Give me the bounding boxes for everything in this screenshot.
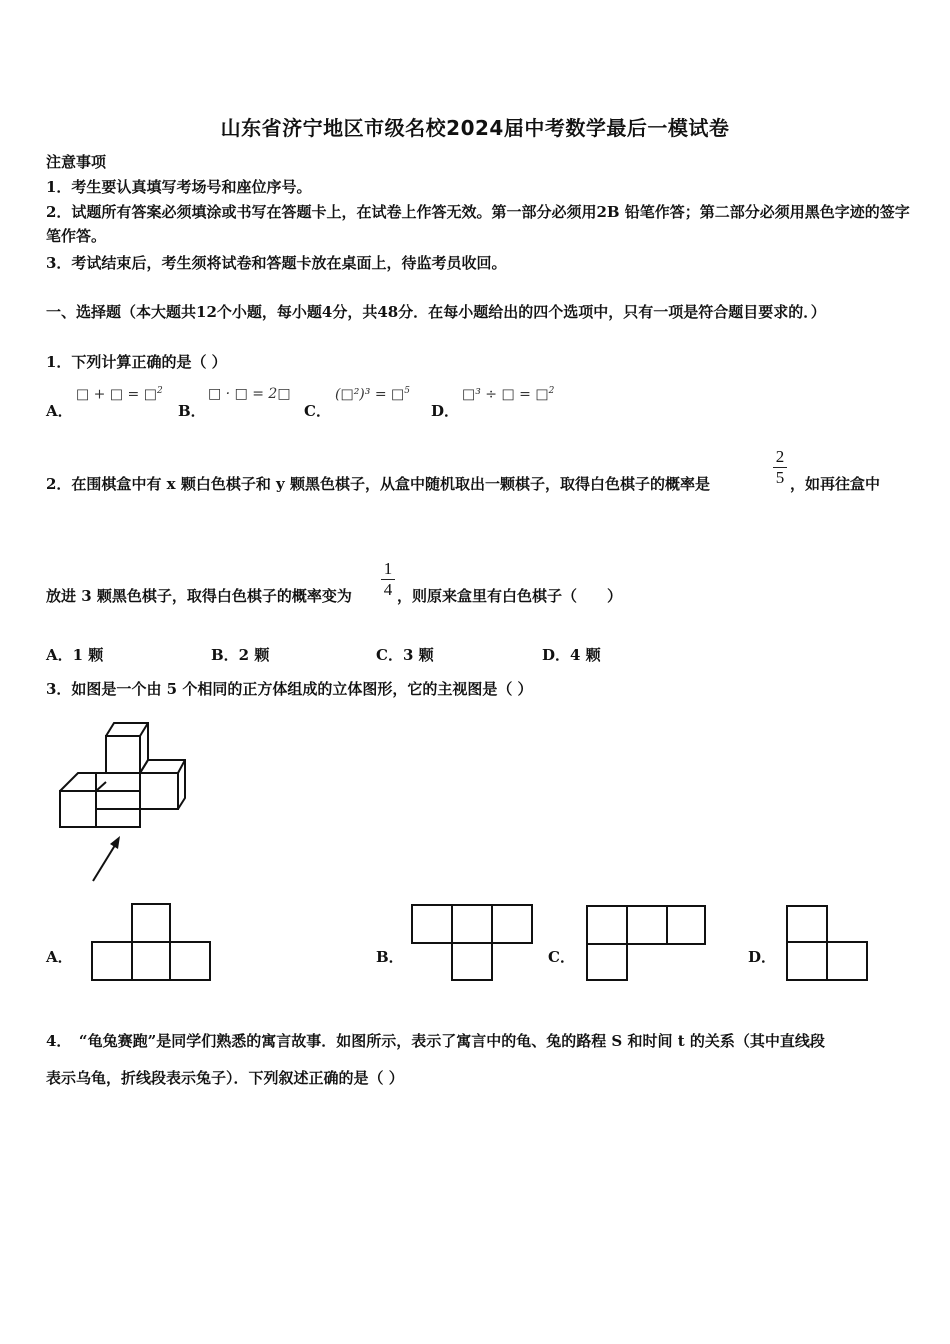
q2-fraction-1	[773, 448, 787, 487]
q3-option-c-figure	[585, 904, 709, 982]
q3-option-a-figure	[90, 902, 214, 982]
q2-option-d: D．4 颗	[542, 646, 601, 664]
q1-option-b-expr: □ · □ = 2□	[208, 386, 291, 402]
q3-option-b-figure	[410, 903, 536, 983]
q3-option-d-label: D．	[748, 948, 777, 966]
q2-stem-part2: ，如再往盒中	[790, 475, 881, 493]
notice-item-3: 3．考试结束后，考生须将试卷和答题卡放在桌面上，待监考员收回。	[46, 254, 507, 272]
q1-option-c-expr: (□²)³ = □$^5$	[335, 386, 410, 403]
q1-option-b-label: B．	[178, 402, 206, 420]
q2-stem-part4: ，则原来盒里有白色棋子（ ）	[397, 587, 623, 605]
q2-stem-part1: 2．在围棋盒中有 x 颗白色棋子和 y 颗黑色棋子，从盒中随机取出一颗棋子，取得白色棋子的概率是	[46, 475, 710, 493]
q1-option-a-expr: □ + □ = □$^2$	[76, 386, 163, 403]
q2-fraction-1-numerator: 2	[775, 447, 785, 466]
q1-option-d-expr: □³ ÷ □ = □$^2$	[462, 386, 555, 403]
q3-option-b-label: B．	[376, 948, 404, 966]
q3-option-a-label: A．	[46, 948, 73, 966]
q3-option-c-label: C．	[548, 948, 575, 966]
q2-fraction-2-denominator: 4	[383, 580, 393, 599]
q4-stem-line2: 表示乌龟，折线段表示兔子）．下列叙述正确的是（ ）	[46, 1069, 404, 1087]
q2-stem-part3: 放进 3 颗黑色棋子，取得白色棋子的概率变为	[46, 587, 352, 605]
q3-3d-figure	[50, 718, 195, 888]
notice-item-1: 1．考生要认真填写考场号和座位序号。	[46, 178, 312, 196]
q1-option-c-label: C．	[304, 402, 331, 420]
q3-option-d-figure	[785, 904, 871, 982]
q2-option-b: B．2 颗	[211, 646, 270, 664]
q1-option-d-label: D．	[431, 402, 460, 420]
q2-fraction-2-numerator: 1	[383, 559, 393, 578]
page-title: 山东省济宁地区市级名校2024届中考数学最后一模试卷	[220, 116, 730, 140]
section1-heading: 一、选择题（本大题共12个小题，每小题4分，共48分．在每小题给出的四个选项中，只有一项是符合题目要求的．）	[46, 303, 826, 321]
q2-fraction-1-denominator: 5	[775, 468, 785, 487]
q2-fraction-2	[381, 560, 395, 599]
notice-heading: 注意事项	[46, 153, 107, 171]
q2-option-c: C．3 颗	[376, 646, 434, 664]
q1-option-a-label: A．	[46, 402, 73, 420]
q1-stem: 1．下列计算正确的是（ ）	[46, 353, 227, 371]
notice-item-2: 2．试题所有答案必须填涂或书写在答题卡上，在试卷上作答无效。第一部分必须用2B 铅笔作答；第二部分必须用黑色字迹的签字笔作答。	[46, 203, 910, 245]
q4-stem-line1: 4． “龟兔赛跑”是同学们熟悉的寓言故事．如图所示，表示了寓言中的龟、兔的路程 S 和时间 t 的关系（其中直线段	[46, 1032, 825, 1050]
q2-option-a: A．1 颗	[46, 646, 104, 664]
q3-stem: 3．如图是一个由 5 个相同的正方体组成的立体图形，它的主视图是（ ）	[46, 680, 533, 698]
